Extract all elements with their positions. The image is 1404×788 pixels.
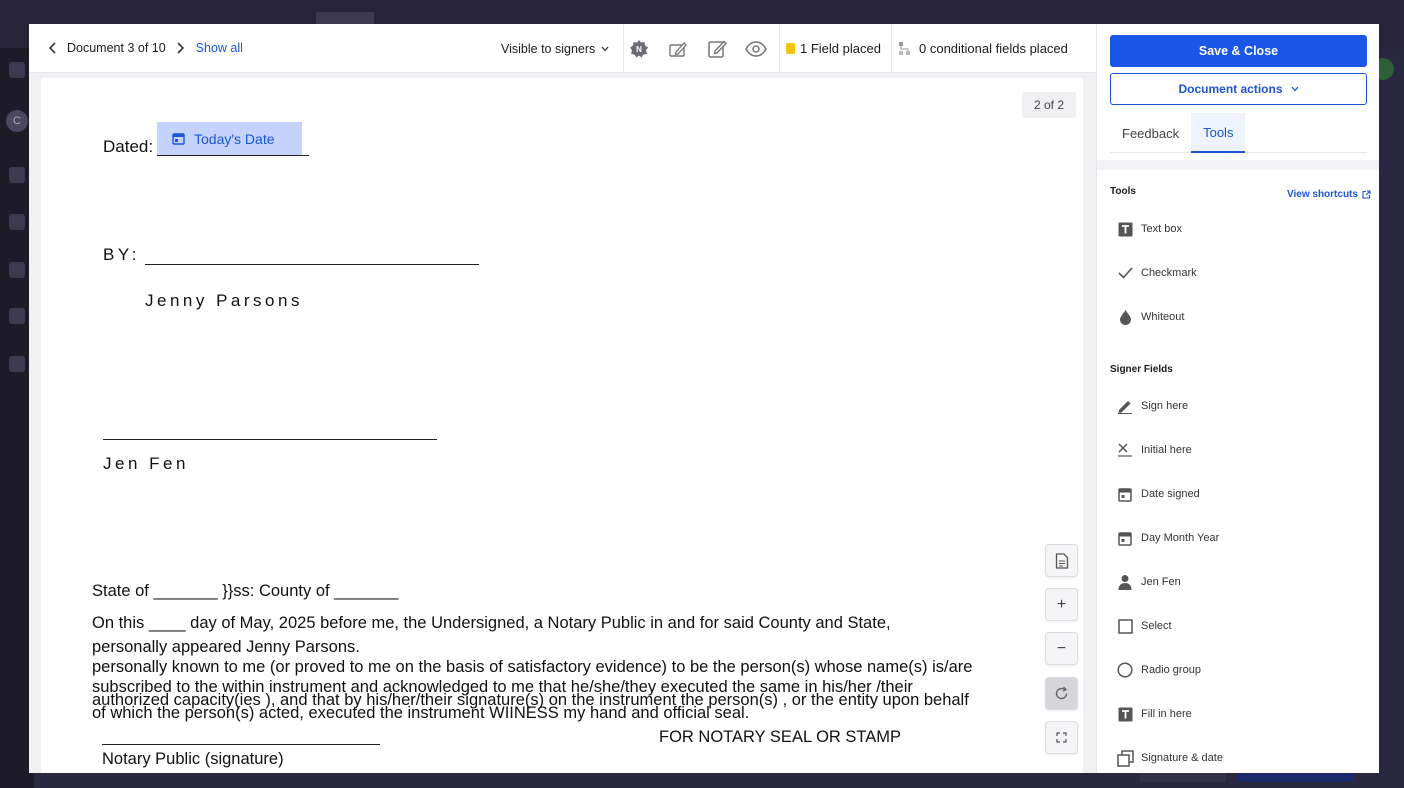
notary-seal-label: FOR NOTARY SEAL OR STAMP	[659, 728, 902, 746]
notary-paragraph: of which the person(s) acted, executed the instrument WIINESS my hand and official seal.	[92, 704, 750, 722]
calendar-icon	[1116, 529, 1134, 547]
state-county-line: State of _______ }}ss: County of _______	[92, 582, 399, 600]
tools-panel	[1096, 24, 1379, 773]
field-sign-here[interactable]	[1116, 396, 1188, 416]
field-signature-date[interactable]	[1116, 748, 1223, 768]
signer-name-jen: Jen Fen	[103, 454, 189, 473]
field-label: Select	[1141, 620, 1172, 632]
document-actions-label: Document actions	[1178, 82, 1283, 96]
fullscreen-button[interactable]	[1045, 721, 1078, 754]
document-actions-button[interactable]	[1110, 73, 1367, 105]
background-button	[1238, 772, 1354, 782]
signature-line	[145, 264, 479, 265]
person-icon	[1116, 573, 1134, 591]
zoom-out-button[interactable]	[1045, 632, 1078, 665]
users-icon	[9, 308, 25, 324]
field-initial-here[interactable]	[1116, 440, 1192, 460]
text-box-icon	[1116, 705, 1134, 723]
preview-eye-icon[interactable]	[736, 24, 775, 73]
tools-heading: Tools	[1110, 186, 1136, 197]
chevron-down-icon	[601, 44, 609, 54]
fields-placed-label: 1 Field placed	[800, 41, 881, 56]
field-fill-in-here[interactable]	[1116, 704, 1192, 724]
tool-label: Text box	[1141, 223, 1182, 235]
minus-icon: −	[1056, 639, 1067, 657]
signature-date-icon	[1116, 749, 1134, 767]
notary-paragraph: personally known to me (or proved to me on the basis of satisfactory evidence) to be the person(s) whose name(s) is/are	[92, 658, 973, 676]
tool-text-box[interactable]	[1116, 219, 1182, 239]
by-label: BY:	[103, 245, 140, 264]
editor-toolbar	[29, 24, 1096, 73]
document-counter: Document 3 of 10	[67, 41, 166, 55]
field-label: Fill in here	[1141, 708, 1192, 720]
tab-feedback[interactable]: Feedback	[1122, 125, 1180, 141]
apps-grid-icon	[9, 62, 25, 78]
view-shortcuts-link[interactable]	[1287, 189, 1371, 200]
field-label: Date signed	[1141, 488, 1200, 500]
checkmark-icon	[1116, 264, 1134, 282]
chevron-left-icon[interactable]	[45, 40, 61, 56]
edit-field-icon[interactable]	[658, 24, 697, 73]
avatar: C	[6, 110, 28, 132]
notary-signature-line	[102, 744, 380, 745]
initial-icon	[1116, 441, 1134, 459]
gear-icon	[9, 262, 25, 278]
field-label: Signature & date	[1141, 752, 1223, 764]
tool-checkmark[interactable]	[1116, 263, 1197, 283]
tool-label: Checkmark	[1141, 267, 1197, 279]
placed-status-dot	[786, 43, 795, 54]
rotate-button[interactable]	[1045, 677, 1078, 710]
notary-paragraph: subscribed to the within instrument and acknowledged to me that he/she/they executed the same in his/her /their	[92, 678, 913, 696]
page-thumbnails-button[interactable]	[1045, 544, 1078, 577]
field-select[interactable]	[1116, 616, 1172, 636]
page-indicator: 2 of 2	[1022, 92, 1076, 118]
notary-seal-icon[interactable]	[619, 24, 658, 73]
calendar-icon	[172, 132, 185, 145]
checkbox-icon	[1116, 617, 1134, 635]
svg-text:N: N	[635, 44, 642, 54]
field-radio-group[interactable]	[1116, 660, 1201, 680]
plus-icon: +	[1056, 595, 1067, 613]
field-label: Jen Fen	[1141, 576, 1181, 588]
panel-tabs	[1110, 113, 1367, 153]
expand-icon	[1056, 732, 1067, 743]
save-close-button[interactable]: Save & Close	[1110, 35, 1367, 67]
whiteout-drop-icon	[1116, 308, 1134, 326]
radio-icon	[1116, 661, 1134, 679]
tab-tools[interactable]: Tools	[1191, 113, 1245, 153]
signer-fields-heading: Signer Fields	[1110, 364, 1173, 375]
document-editor-modal	[29, 24, 1379, 773]
show-all-link[interactable]: Show all	[195, 41, 243, 55]
notary-paragraph: authorized capacity(ies ), and that by his/her/their signature(s) on the instrument the person(s) , or the entity upon behalf	[92, 691, 969, 709]
field-label: Sign here	[1141, 400, 1189, 412]
divider	[1097, 160, 1379, 170]
field-label: Day Month Year	[1141, 532, 1220, 544]
visibility-label: Visible to signers	[501, 41, 596, 56]
dashboard-icon	[9, 167, 25, 183]
conditional-fields-indicator[interactable]	[899, 24, 1068, 73]
calendar-icon	[9, 214, 25, 230]
document-viewer	[29, 73, 1096, 773]
field-day-month-year[interactable]	[1116, 528, 1219, 548]
visibility-dropdown[interactable]	[501, 24, 624, 73]
chevron-right-icon[interactable]	[172, 40, 188, 56]
tool-label: Whiteout	[1141, 311, 1185, 323]
date-field-label: Today's Date	[194, 130, 275, 147]
notary-paragraph: On this ____ day of May, 2025 before me, the Undersigned, a Notary Public in and for said County and State,	[92, 614, 891, 632]
todays-date-field[interactable]	[157, 122, 302, 155]
document-page	[41, 78, 1083, 773]
field-label: Initial here	[1141, 444, 1192, 456]
field-date-signed[interactable]	[1116, 484, 1200, 504]
field-label: Radio group	[1141, 664, 1201, 676]
edit-icon[interactable]	[697, 24, 736, 73]
dated-label: Dated:	[103, 137, 154, 156]
tool-whiteout[interactable]	[1116, 307, 1184, 327]
rocket-icon	[9, 356, 25, 372]
conditional-fields-label: 0 conditional fields placed	[919, 41, 1068, 56]
date-underline	[157, 155, 309, 156]
fields-placed-indicator	[776, 24, 892, 73]
notary-paragraph: personally appeared Jenny Parsons.	[92, 638, 360, 656]
signature-line	[103, 439, 437, 440]
document-icon	[1055, 553, 1069, 569]
zoom-in-button[interactable]	[1045, 588, 1078, 621]
notary-signature-label: Notary Public (signature)	[102, 750, 284, 768]
field-signer-name[interactable]	[1116, 572, 1181, 592]
conditional-fields-icon	[899, 42, 911, 56]
background-button	[1140, 772, 1226, 782]
rotate-icon	[1054, 686, 1069, 701]
pen-icon	[1116, 397, 1134, 415]
view-shortcuts-label: View shortcuts	[1287, 189, 1358, 200]
signer-name-jenny: Jenny Parsons	[145, 291, 303, 310]
chevron-down-icon	[1291, 84, 1299, 94]
calendar-icon	[1116, 485, 1134, 503]
external-link-icon	[1362, 190, 1371, 199]
text-box-icon	[1116, 220, 1134, 238]
